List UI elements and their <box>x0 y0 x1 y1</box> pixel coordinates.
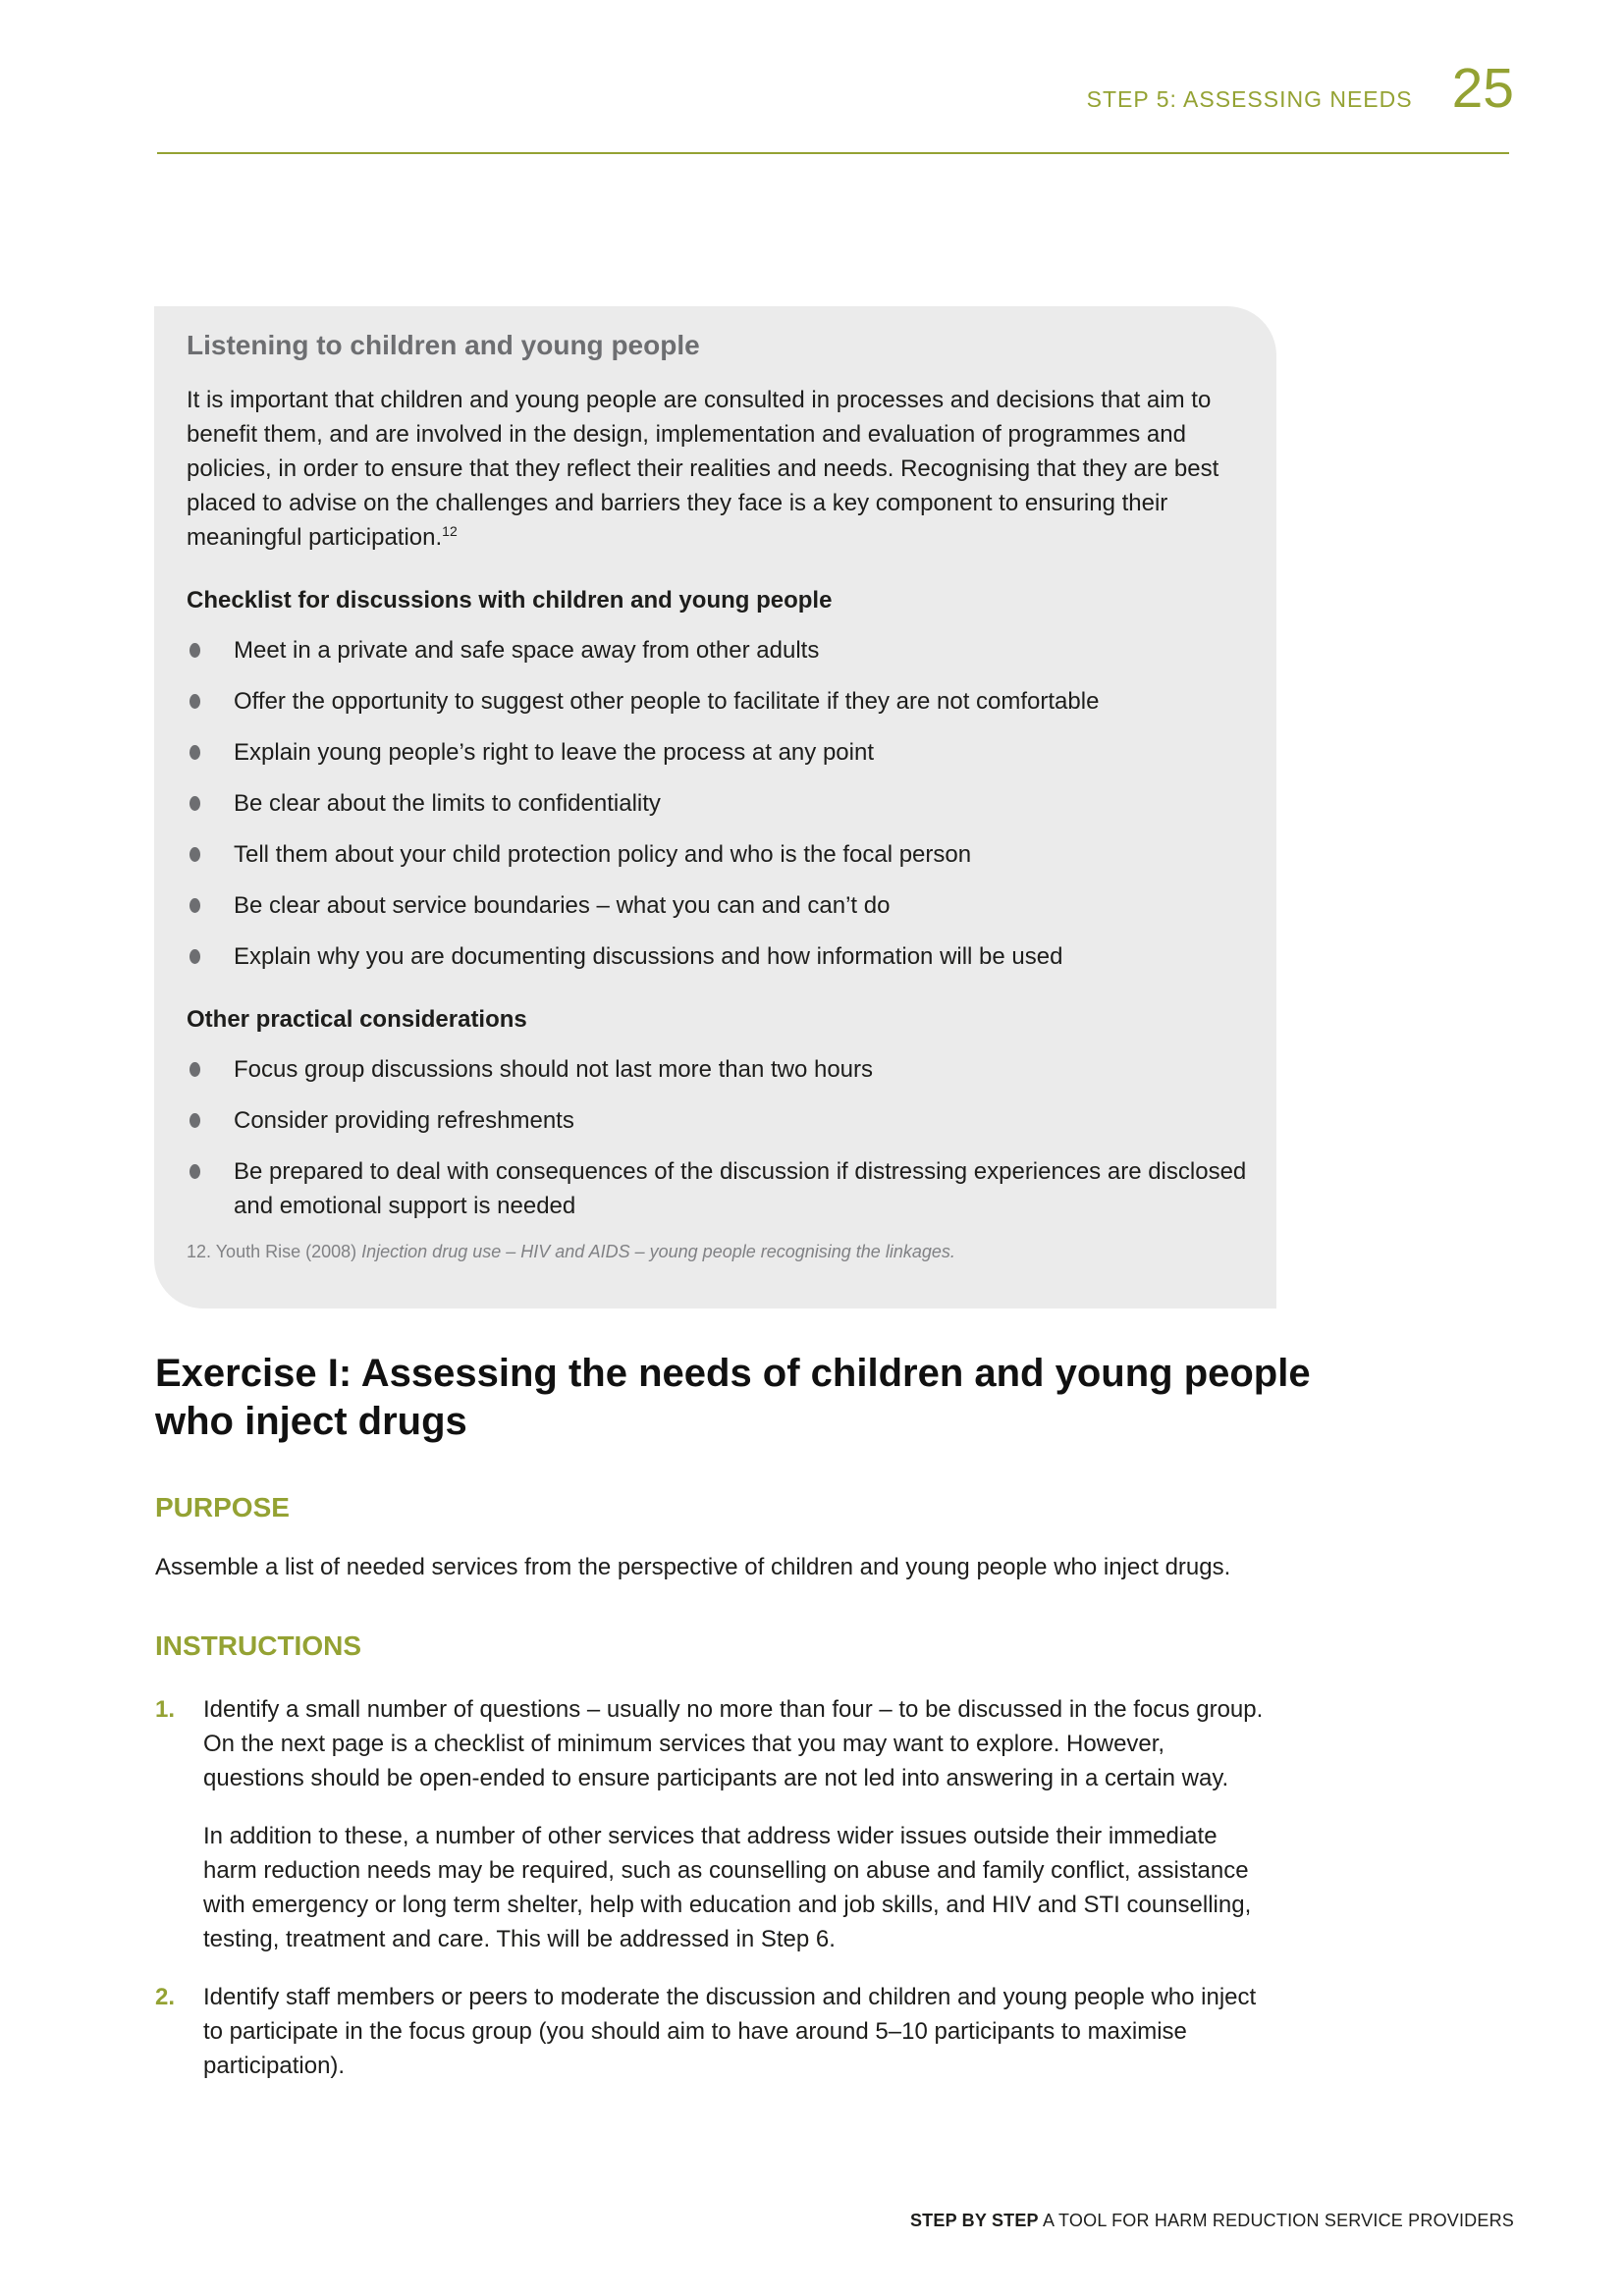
instructions-list <box>155 1692 1324 2083</box>
bullet-icon <box>189 643 200 658</box>
considerations-list <box>187 1052 1252 1223</box>
instruction-paragraph: In addition to these, a number of other services that address wider issues outside their immediate harm reduction needs may be required, such as counselling on abuse and family conflict, assistance with emergency or long term shelter, help with education and job skills, and HIV and STI counselling, testing, treatment and care. This will be addressed in Step 6. <box>203 1823 1252 1952</box>
bullet-icon <box>189 1113 200 1128</box>
checklist-item <box>187 735 1252 770</box>
checklist <box>187 633 1252 974</box>
bullet-icon <box>189 694 200 709</box>
page-header <box>1086 57 1514 120</box>
instruction-number: 2. <box>155 1984 176 2010</box>
bullet-icon <box>189 847 200 862</box>
checklist-item-text: Be clear about the limits to confidentiality <box>234 790 661 817</box>
instruction-item <box>155 1980 1272 2083</box>
exercise-section <box>155 1350 1324 2107</box>
consideration-item-text: Consider providing refreshments <box>234 1107 574 1134</box>
instruction-number: 1. <box>155 1696 176 1723</box>
bullet-icon <box>189 949 200 964</box>
checklist-item <box>187 837 1252 872</box>
checklist-item <box>187 888 1252 923</box>
callout-intro-text: It is important that children and young people are consulted in processes and decisions that aim to benefit them, and are involved in the design, implementation and evaluation of programmes and policies, in order to ensure that they reflect their realities and needs. Recognising that they are best placed to advise on the challenges and barriers they face is a key component to ensuring their meaningful participation. <box>187 387 1219 551</box>
callout-box <box>154 306 1276 1308</box>
footnote-reference-title: Injection drug use – HIV and AIDS – young people recognising the linkages. <box>361 1242 955 1261</box>
checklist-item-text: Tell them about your child protection policy and who is the focal person <box>234 841 972 868</box>
checklist-heading: Checklist for discussions with children and young people <box>187 587 833 614</box>
checklist-item <box>187 633 1252 667</box>
consideration-item <box>187 1103 1252 1138</box>
checklist-item <box>187 684 1252 719</box>
consideration-item <box>187 1154 1252 1223</box>
instruction-paragraph: Identify staff members or peers to moderate the discussion and children and young people who inject to participate in the focus group (you should aim to have around 5–10 participants to maximise participation). <box>203 1984 1257 2079</box>
bullet-icon <box>189 1062 200 1077</box>
instruction-item <box>155 1692 1272 1956</box>
callout-title: Listening to children and young people <box>187 330 700 360</box>
instruction-paragraph: Identify a small number of questions – usually no more than four – to be discussed in the focus group. On the next page is a checklist of minimum services that you may want to explore. However, questions should be open-ended to ensure participants are not led into answering in a certain way. <box>203 1696 1264 1791</box>
bullet-icon <box>189 796 200 811</box>
bullet-icon <box>189 745 200 760</box>
header-rule <box>157 152 1509 154</box>
page-number: 25 <box>1451 57 1514 120</box>
checklist-item-text: Explain young people’s right to leave the process at any point <box>234 739 874 766</box>
purpose-text: Assemble a list of needed services from the perspective of children and young people who inject drugs. <box>155 1554 1231 1580</box>
checklist-item-text: Offer the opportunity to suggest other people to facilitate if they are not comfortable <box>234 688 1100 715</box>
footnote-reference: 12 <box>442 523 458 539</box>
section-title: STEP 5: ASSESSING NEEDS <box>1086 86 1413 112</box>
considerations-heading: Other practical considerations <box>187 1006 527 1033</box>
exercise-title: Exercise I: Assessing the needs of children and young people who inject drugs <box>155 1352 1311 1443</box>
purpose-heading: PURPOSE <box>155 1492 290 1522</box>
callout-intro <box>187 383 1252 555</box>
checklist-item-text: Be clear about service boundaries – what you can and can’t do <box>234 892 891 919</box>
bullet-icon <box>189 898 200 913</box>
consideration-item-text: Focus group discussions should not last more than two hours <box>234 1056 874 1083</box>
bullet-icon <box>189 1164 200 1179</box>
instructions-heading: INSTRUCTIONS <box>155 1630 361 1661</box>
consideration-item <box>187 1052 1252 1087</box>
checklist-item <box>187 939 1252 974</box>
footer-tagline: A TOOL FOR HARM REDUCTION SERVICE PROVIDERS <box>1038 2211 1514 2230</box>
checklist-item-text: Explain why you are documenting discussions and how information will be used <box>234 943 1063 970</box>
consideration-item-text: Be prepared to deal with consequences of the discussion if distressing experiences are disclosed and emotional support is needed <box>234 1158 1247 1219</box>
checklist-item <box>187 786 1252 821</box>
callout-footnote <box>187 1241 1252 1262</box>
page-footer <box>910 2211 1514 2231</box>
footnote-prefix: 12. Youth Rise (2008) <box>187 1242 362 1261</box>
footer-brand: STEP BY STEP <box>909 2211 1039 2230</box>
checklist-item-text: Meet in a private and safe space away from other adults <box>234 637 820 664</box>
